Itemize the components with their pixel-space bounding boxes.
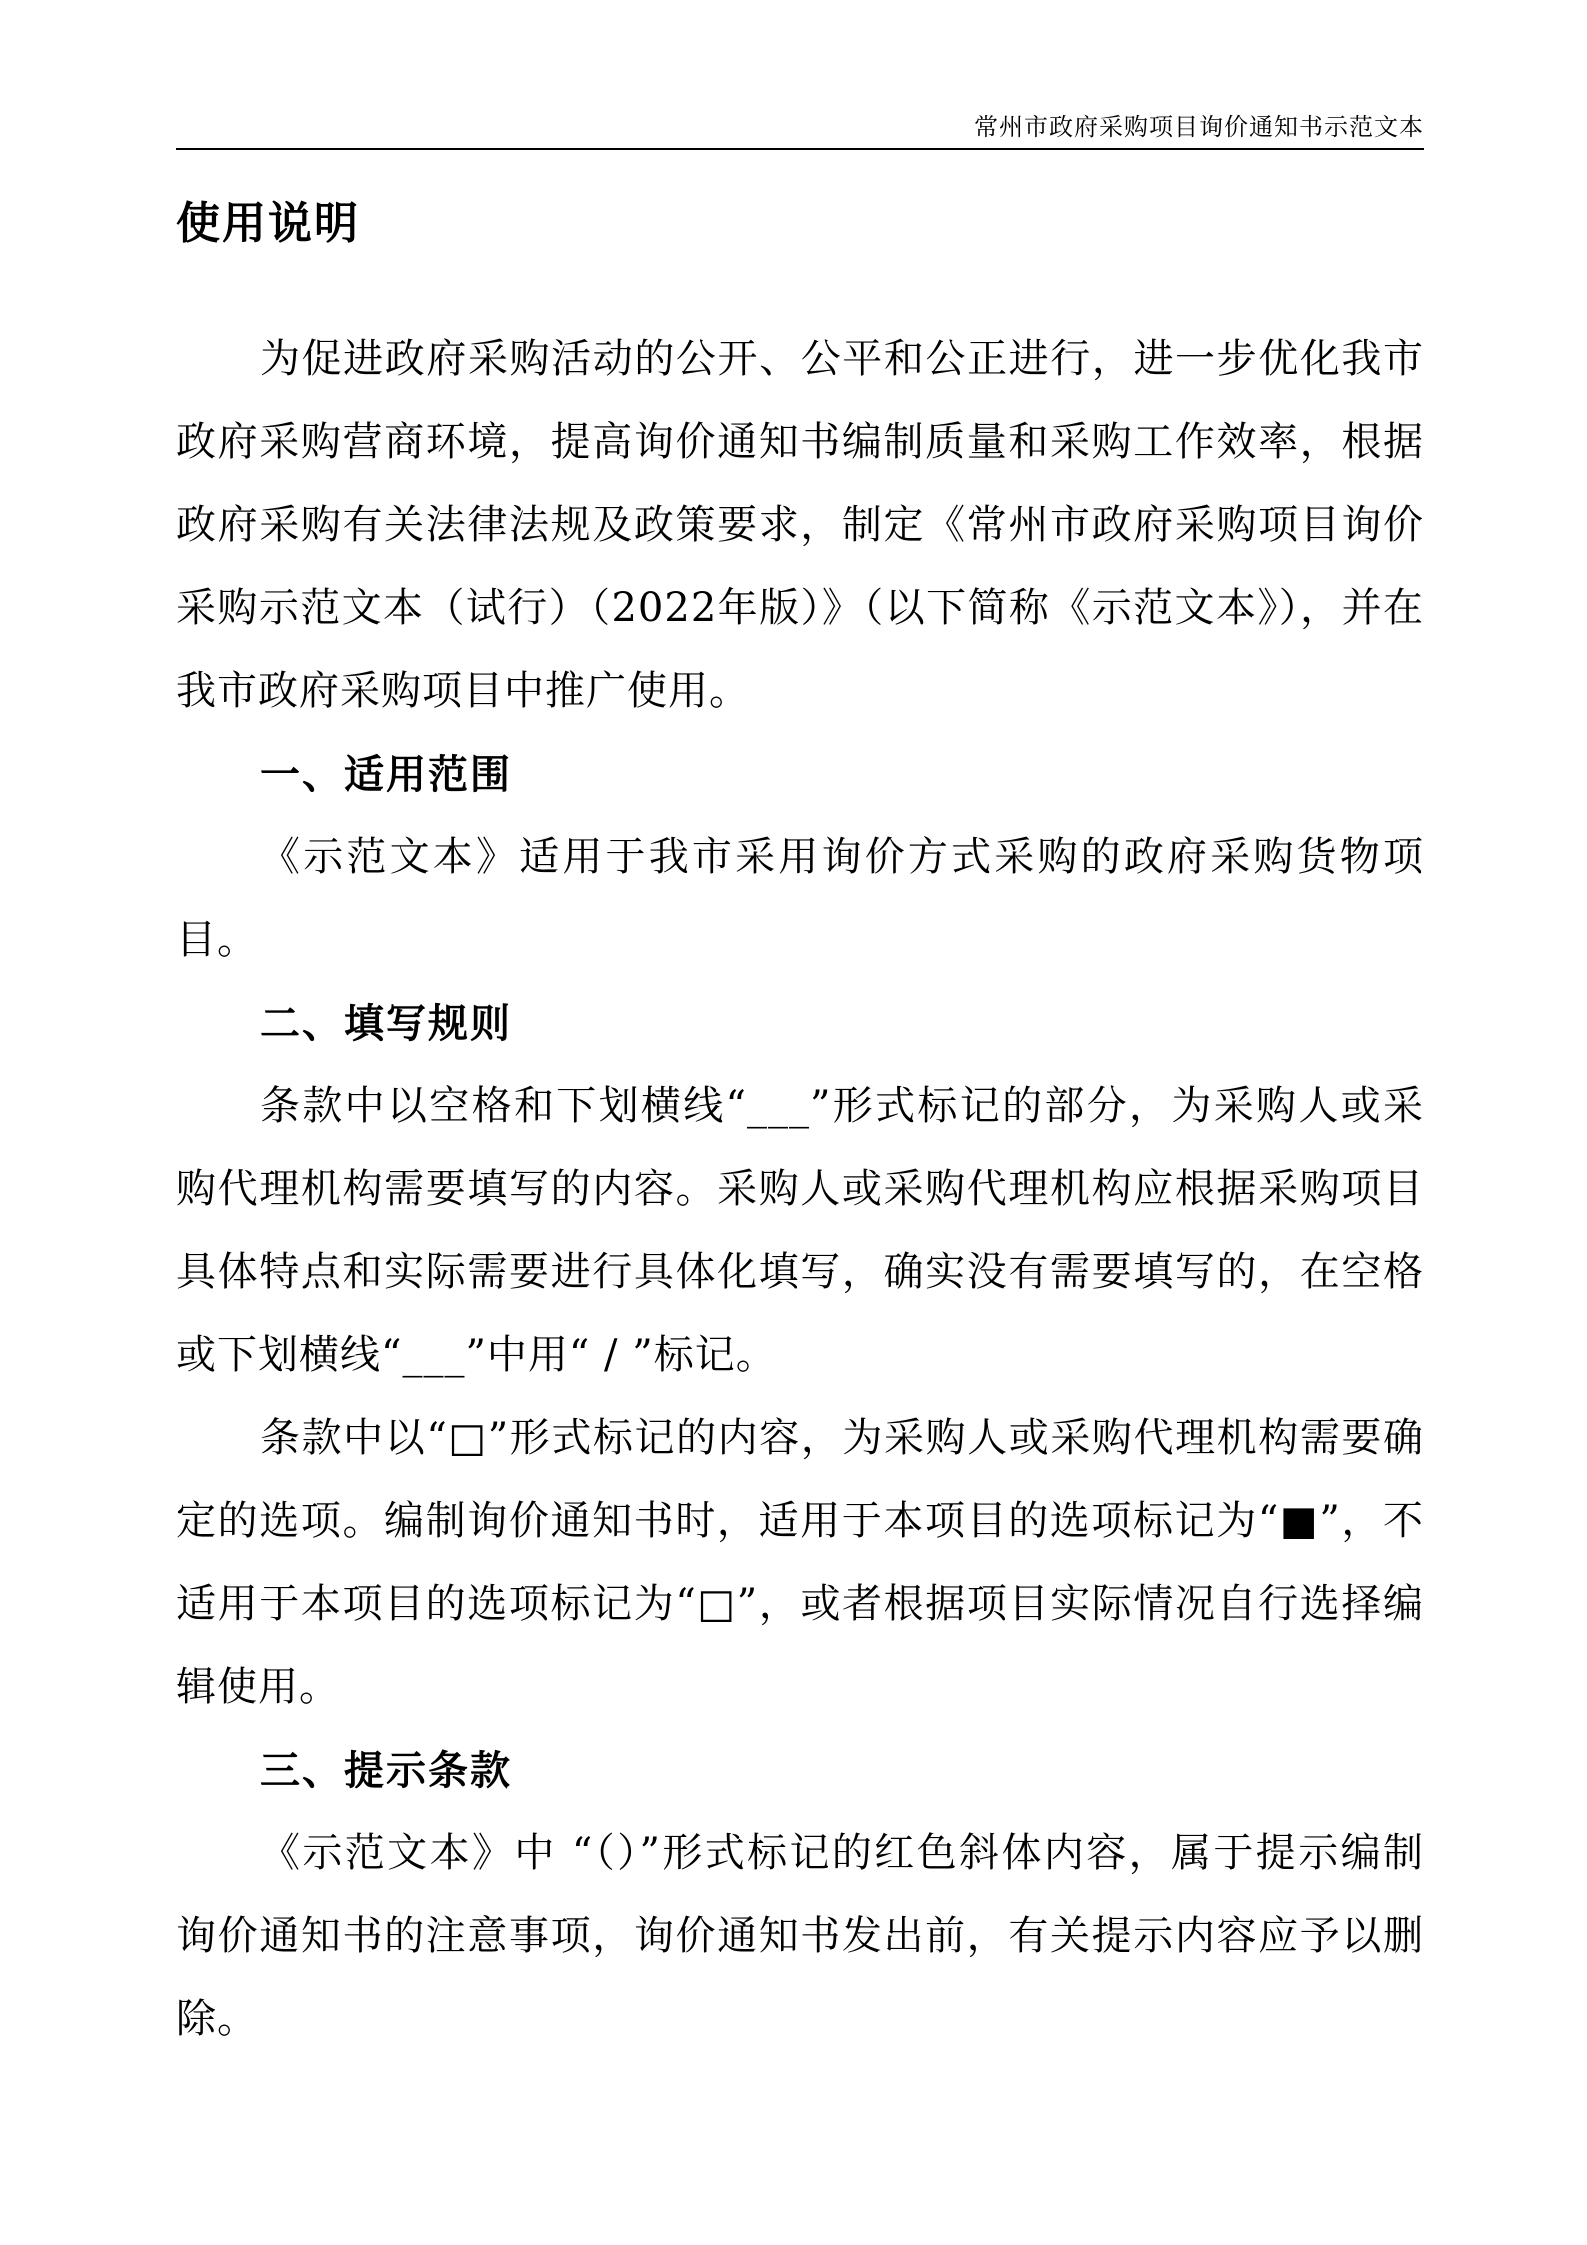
section-heading-hint-clauses: 三、提示条款	[260, 1747, 512, 1794]
section-heading-scope: 一、适用范围	[260, 751, 512, 798]
intro-paragraph: 为促进政府采购活动的公开、公平和公正进行，进一步优化我市政府采购营商环境，提高询价通知书编制质量和采购工作效率，根据政府采购有关法律法规及政策要求，制定《常州市政府采购项目询价采购示范文本（试行）（2022年版）》（以下简称《示范文本》），并在我市政府采购项目中推广使用。	[176, 336, 1424, 714]
section-heading-fill-rules: 二、填写规则	[260, 1000, 512, 1047]
fill-rules-paragraph-1: 条款中以空格和下划横线“___”形式标记的部分，为采购人或采购代理机构需要填写的内容。采购人或采购代理机构应根据采购项目具体特点和实际需要进行具体化填写，确实没有需要填写的，在空格或下划横线“___”中用“ / ”标记。	[176, 1083, 1424, 1378]
running-header: 常州市政府采购项目询价通知书示范文本	[974, 113, 1424, 141]
scope-paragraph: 《示范文本》适用于我市采用询价方式采购的政府采购货物项目。	[176, 834, 1424, 963]
fill-rules-paragraph-2: 条款中以“□”形式标记的内容，为采购人或采购代理机构需要确定的选项。编制询价通知书时，适用于本项目的选项标记为“■”，不适用于本项目的选项标记为“□”，或者根据项目实际情况自行选择编辑使用。	[176, 1415, 1424, 1710]
document-body	[176, 318, 1424, 2061]
header-divider	[176, 148, 1424, 150]
page-title: 使用说明	[176, 198, 360, 249]
hint-clauses-paragraph: 《示范文本》中 “（）”形式标记的红色斜体内容，属于提示编制询价通知书的注意事项，询价通知书发出前，有关提示内容应予以删除。	[176, 1830, 1424, 2042]
